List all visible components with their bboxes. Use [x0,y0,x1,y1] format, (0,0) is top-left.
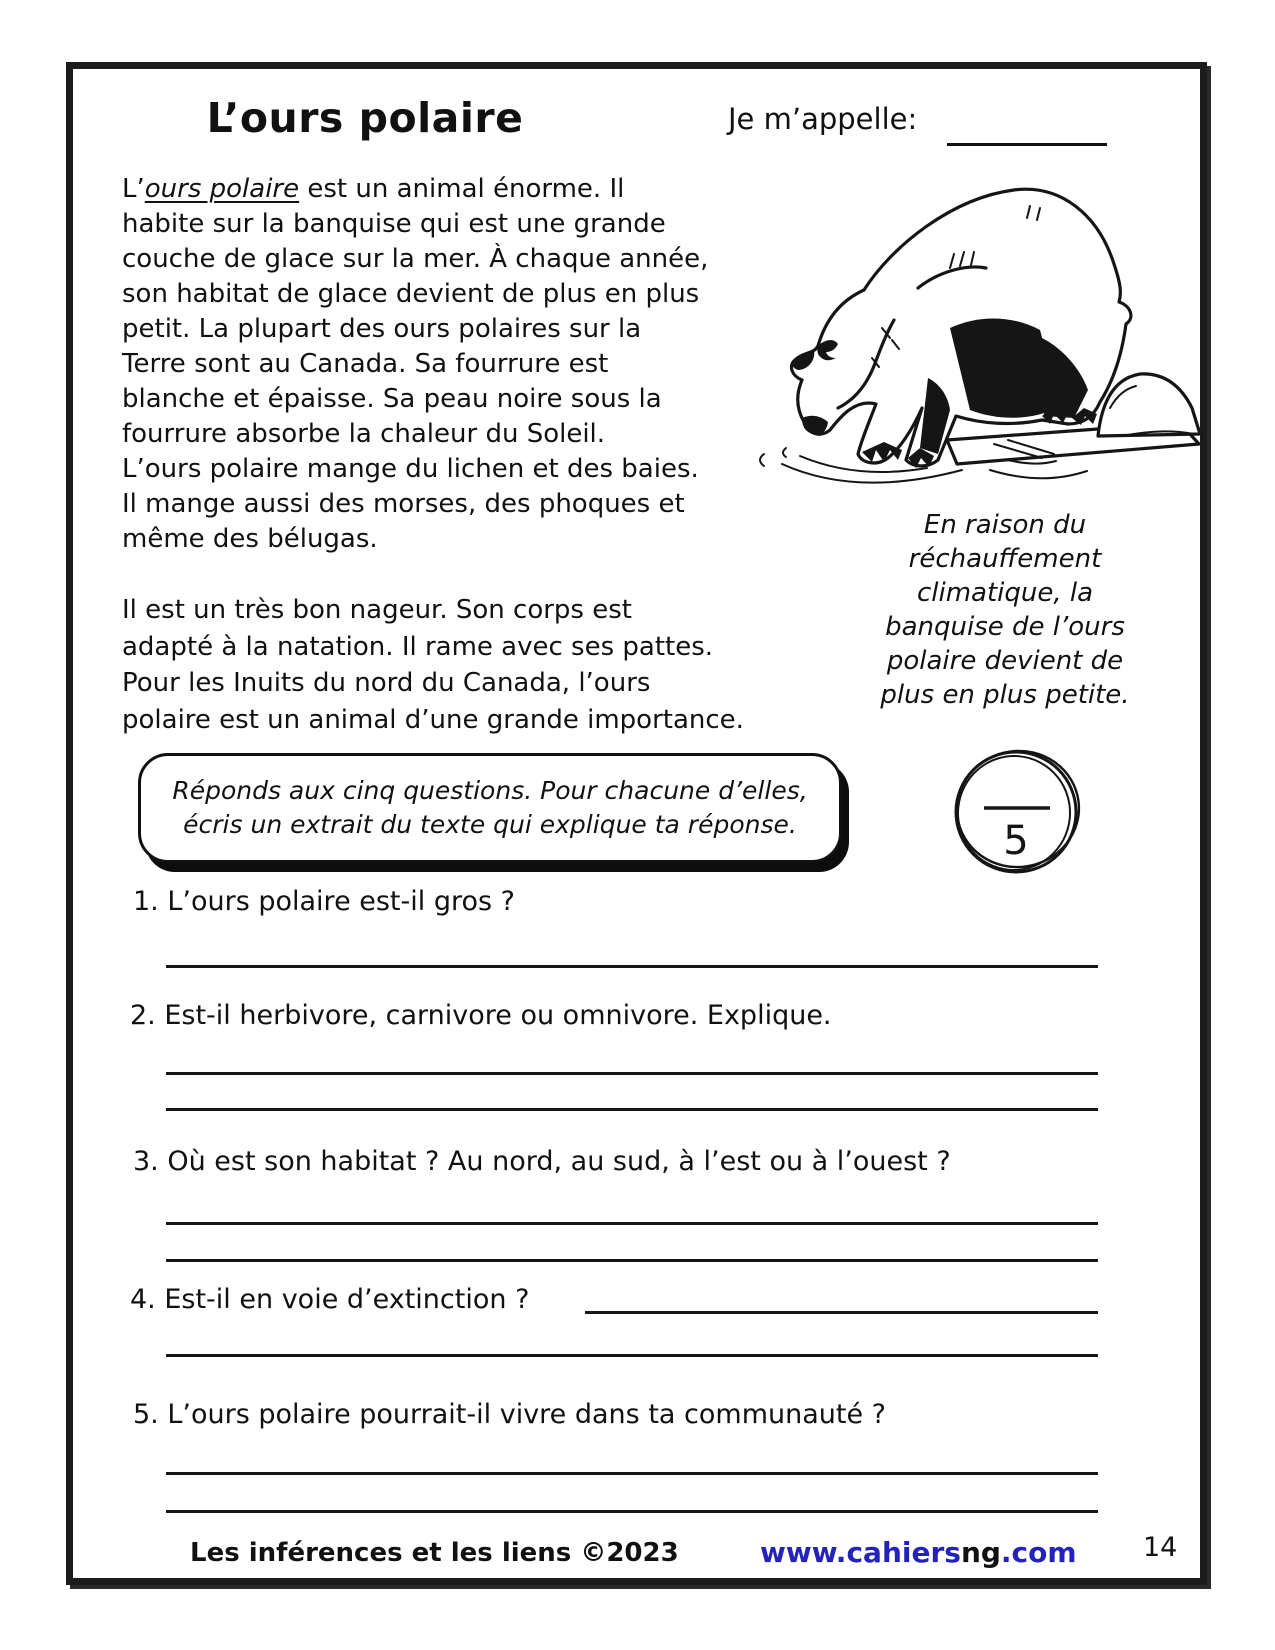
question-1-label: 1. L’ours polaire est-il gros ? [133,886,515,917]
answer-line-inline[interactable] [585,1311,1098,1314]
paragraph-1-lines: habite sur la banquise qui est une grande couche de glace sur la mer. À chaque année, son habitat de glace devient de plus en plus petit. La plupart des ours polaires sur la Terre sont au Canada. Sa fourrure est blanche et épaisse. Sa peau noire sous la fourrure absorbe la chaleur du Soleil. L’ours polaire mange du lichen et des baies. Il mange aussi des morses, des phoques et même des bélugas. [122,209,709,554]
ice-rocks-icon [1098,374,1200,436]
page-number: 14 [1143,1532,1178,1563]
question-2-label: 2. Est-il herbivore, carnivore ou omnivore. Explique. [130,1000,832,1031]
url-segment-blue-2: .com [1000,1536,1077,1569]
answer-line[interactable] [166,1222,1098,1225]
p1-line1-rest: est un animal énorme. Il [299,174,625,204]
reading-paragraph-2: Il est un très bon nageur. Son corps est adapté à la natation. Il rame avec ses pattes. Pour les Inuits du nord du Canada, l’ours polaire est un animal d’une grande importance. [122,595,744,735]
instruction-line-1: Réponds aux cinq questions. Pour chacune d’elles, [172,776,808,805]
polar-bear-illustration [742,168,1204,498]
question-4-label: 4. Est-il en voie d’extinction ? [130,1284,530,1315]
reading-paragraph-1 [122,172,708,557]
answer-line[interactable] [166,1354,1098,1357]
p1-underlined-term: ours polaire [144,174,300,204]
name-label: Je m’appelle: [728,102,918,136]
answer-line[interactable] [166,965,1098,968]
instruction-box [138,753,842,863]
p1-prefix: L’ [122,174,145,204]
answer-line[interactable] [166,1072,1098,1075]
paragraph-1-line-1 [122,172,708,207]
answer-line[interactable] [166,1108,1098,1111]
footer-website-link[interactable] [760,1536,1077,1569]
answer-line[interactable] [166,1510,1098,1513]
url-segment-blue-1: www.cahiers [760,1536,961,1569]
answer-line[interactable] [166,1259,1098,1262]
question-3-label: 3. Où est son habitat ? Au nord, au sud, à l’est ou à l’ouest ? [133,1146,951,1177]
footer-credit: Les inférences et les liens ©2023 [190,1538,679,1568]
question-5-label: 5. L’ours polaire pourrait-il vivre dans ta communauté ? [133,1399,886,1430]
answer-line[interactable] [166,1472,1098,1475]
page-title: L’ours polaire [206,94,524,142]
instruction-line-2: écris un extrait du texte qui explique ta réponse. [183,810,797,839]
bear-body [791,189,1130,468]
figure-caption: En raison du réchauffement climatique, la banquise de l’ours polaire devient de plus en plus petite. [880,510,1130,710]
score-circle [948,742,1084,878]
url-segment-black: ng [960,1536,1001,1569]
score-total: 5 [1003,818,1029,864]
name-blank-line[interactable] [947,108,1107,146]
